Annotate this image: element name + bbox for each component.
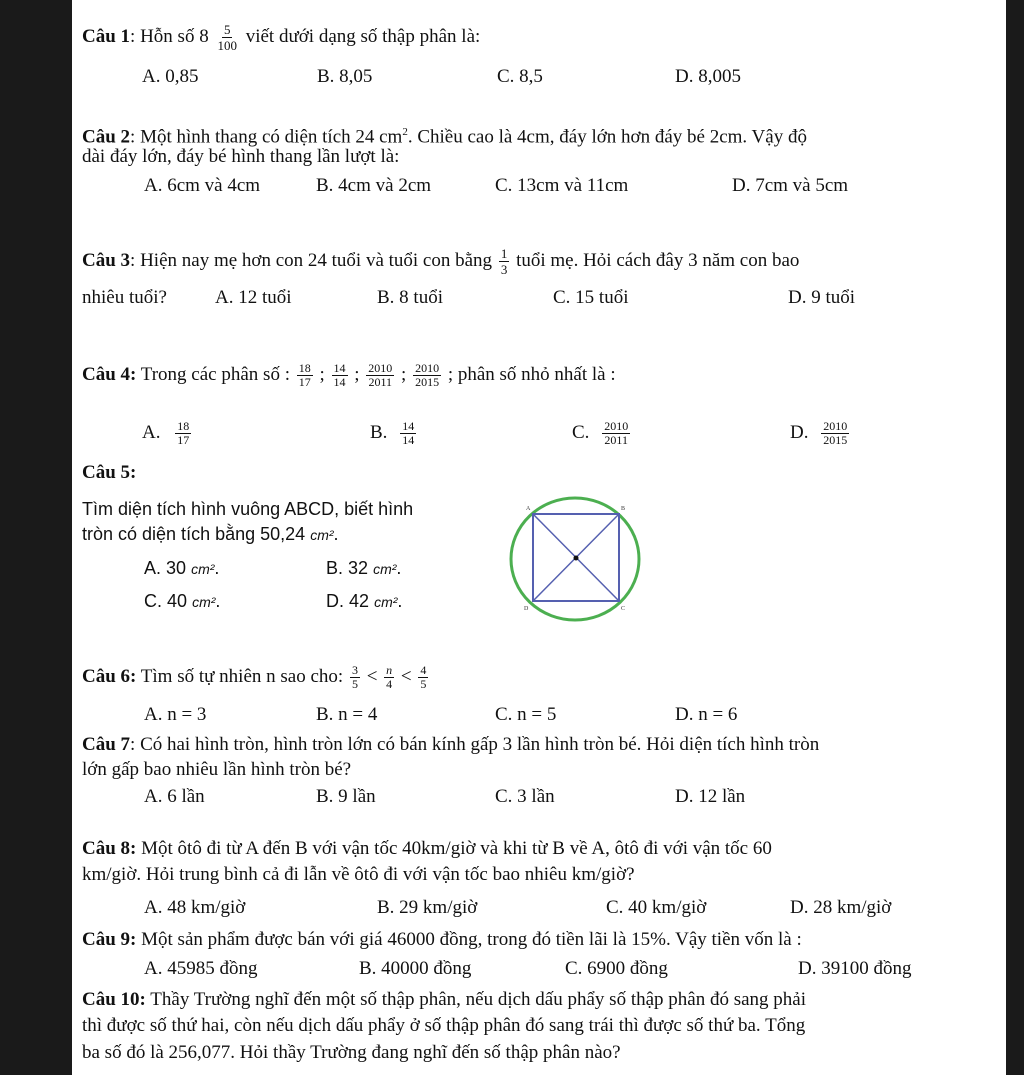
q4-option-b: B. $\frac{14}{14}$ bbox=[370, 419, 415, 447]
q6-fraction-2: $\frac{n}{4}$ bbox=[386, 663, 393, 691]
q9-option-d: D. 39100 đồng bbox=[798, 958, 912, 979]
q7-option-a: A. 6 lần bbox=[144, 786, 205, 807]
q8-option-d: D. 28 km/giờ bbox=[790, 897, 892, 918]
q1-option-a: A. 0,85 bbox=[142, 66, 199, 87]
q6-option-b: B. n = 4 bbox=[316, 704, 378, 725]
q2-label: Câu 2 bbox=[82, 126, 131, 148]
q4-label: Câu 4: bbox=[82, 363, 137, 385]
q2-option-b: B. 4cm và 2cm bbox=[316, 175, 432, 196]
q6-option-c: C. n = 5 bbox=[495, 704, 557, 725]
q1-option-d: D. 8,005 bbox=[675, 66, 741, 87]
q7-option-b: B. 9 lần bbox=[316, 786, 376, 807]
q2-text-line2: dài đáy lớn, đáy bé hình thang lần lượt là: bbox=[82, 146, 400, 167]
q3-option-a: A. 12 tuổi bbox=[215, 287, 292, 308]
q9-label: Câu 9: bbox=[82, 929, 137, 950]
q4-option-d: D. $\frac{2010}{2015}$ bbox=[790, 419, 848, 447]
q4-fraction-1: $\frac{18}{17}$ bbox=[298, 361, 311, 389]
q1-option-c: C. 8,5 bbox=[497, 66, 543, 87]
q7-label: Câu 7 bbox=[82, 734, 131, 755]
q7-text-line2: lớn gấp bao nhiêu lần hình tròn bé? bbox=[82, 759, 352, 780]
q3-label: Câu 3 bbox=[82, 249, 131, 271]
q6-label: Câu 6: bbox=[82, 665, 137, 687]
q3-option-b: B. 8 tuổi bbox=[377, 287, 443, 308]
q5-option-d: D. 42 cm². bbox=[326, 591, 403, 611]
worksheet-page bbox=[72, 0, 1006, 1075]
q4-fraction-4: $\frac{2010}{2015}$ bbox=[415, 361, 440, 389]
q3-text: Câu 3: Hiện nay mẹ hơn con 24 tuổi và tuổi con bằng $\frac{1}{3}$ tuổi mẹ. Hỏi cách đây 3 năm con bao bbox=[82, 246, 800, 277]
q5-label: Câu 5: bbox=[82, 462, 137, 483]
corner-label-c: C bbox=[621, 606, 626, 612]
q8-option-b: B. 29 km/giờ bbox=[377, 897, 478, 918]
q4-option-a: A. $\frac{18}{17}$ bbox=[142, 419, 190, 447]
q9-option-a: A. 45985 đồng bbox=[144, 958, 258, 979]
q4-option-c: C. $\frac{2010}{2011}$ bbox=[572, 419, 629, 447]
corner-label-b: B bbox=[621, 506, 626, 512]
q8-text: Câu 8: Một ôtô đi từ A đến B với vận tốc 40km/giờ và khi từ B về A, ôtô đi với vận tốc 60 bbox=[82, 838, 772, 859]
q8-label: Câu 8: bbox=[82, 838, 137, 859]
q5-option-b: B. 32 cm². bbox=[326, 558, 402, 578]
q8-option-c: C. 40 km/giờ bbox=[606, 897, 707, 918]
q9-option-c: C. 6900 đồng bbox=[565, 958, 668, 979]
q2-option-d: D. 7cm và 5cm bbox=[732, 175, 849, 196]
q6-option-d: D. n = 6 bbox=[675, 704, 738, 725]
q4-text: Câu 4: Trong các phân số : $\frac{18}{17}$ ; $\frac{14}{14}$ ; $\frac{2010}{2011}$ ; $\frac{2010}{2015}$ ; phân số nhỏ nhất là : bbox=[82, 361, 616, 389]
q7-option-c: C. 3 lần bbox=[495, 786, 555, 807]
q1-option-b: B. 8,05 bbox=[317, 66, 373, 87]
q9-text: Câu 9: Một sản phẩm được bán với giá 46000 đồng, trong đó tiền lãi là 15%. Vậy tiền vốn là : bbox=[82, 929, 802, 950]
q6-option-a: A. n = 3 bbox=[144, 704, 207, 725]
q10-text-line2: thì được số thứ hai, còn nếu dịch dấu phẩy ở số thập phân đó sang trái thì được số thứ ba. Tổng bbox=[82, 1015, 806, 1036]
q9-option-b: B. 40000 đồng bbox=[359, 958, 472, 979]
q7-text: Câu 7: Có hai hình tròn, hình tròn lớn có bán kính gấp 3 lần hình tròn bé. Hỏi diện tích hình tròn bbox=[82, 734, 820, 755]
q5-text-line2: tròn có diện tích bằng 50,24 cm². bbox=[82, 524, 339, 544]
q2-text: Câu 2: Một hình thang có diện tích 24 $cm^2$. Chiều cao là 4cm, đáy lớn hơn đáy bé 2cm. Vậy độ bbox=[82, 126, 807, 148]
q7-option-d: D. 12 lần bbox=[675, 786, 746, 807]
q1-text: Câu 1: Hỗn số 8 $\frac{5}{100}$ viết dưới dạng số thập phân là: bbox=[82, 22, 481, 53]
q5-option-a: A. 30 cm². bbox=[144, 558, 220, 578]
q5-text-line1: Tìm diện tích hình vuông ABCD, biết hình bbox=[82, 499, 414, 519]
q10-label: Câu 10: bbox=[82, 989, 146, 1010]
q8-option-a: A. 48 km/giờ bbox=[144, 897, 246, 918]
corner-label-a: A bbox=[526, 506, 531, 512]
center-point bbox=[574, 556, 579, 561]
q2-option-c: C. 13cm và 11cm bbox=[495, 175, 629, 196]
q5-option-c: C. 40 cm². bbox=[144, 591, 221, 611]
q6-fraction-1: $\frac{3}{5}$ bbox=[351, 663, 358, 691]
corner-label-d: D bbox=[524, 606, 529, 612]
q3-text-line2: nhiêu tuổi? bbox=[82, 287, 167, 308]
q3-option-d: D. 9 tuổi bbox=[788, 287, 856, 308]
q2-option-a: A. 6cm và 4cm bbox=[144, 175, 261, 196]
q1-fraction: $\frac{5}{100}$ bbox=[217, 22, 237, 53]
q6-fraction-3: $\frac{4}{5}$ bbox=[420, 663, 427, 691]
q3-fraction: $\frac{1}{3}$ bbox=[500, 246, 508, 277]
q10-text: Câu 10: Thầy Trường nghĩ đến một số thập phân, nếu dịch dấu phẩy số thập phân đó sang phải bbox=[82, 989, 807, 1010]
q4-fraction-2: $\frac{14}{14}$ bbox=[333, 361, 346, 389]
q6-text: Câu 6: Tìm số tự nhiên n sao cho: $\frac{3}{5}$ < $\frac{n}{4}$ < $\frac{4}{5}$ bbox=[82, 663, 427, 691]
q1-label: Câu 1 bbox=[82, 25, 131, 47]
q3-option-c: C. 15 tuổi bbox=[553, 287, 629, 308]
q4-fraction-3: $\frac{2010}{2011}$ bbox=[368, 361, 393, 389]
circle-square-figure bbox=[502, 492, 652, 626]
q8-text-line2: km/giờ. Hỏi trung bình cả đi lẫn về ôtô đi với vận tốc bao nhiêu km/giờ? bbox=[82, 864, 635, 885]
q10-text-line3: ba số đó là 256,077. Hỏi thầy Trường đang nghĩ đến số thập phân nào? bbox=[82, 1042, 621, 1063]
